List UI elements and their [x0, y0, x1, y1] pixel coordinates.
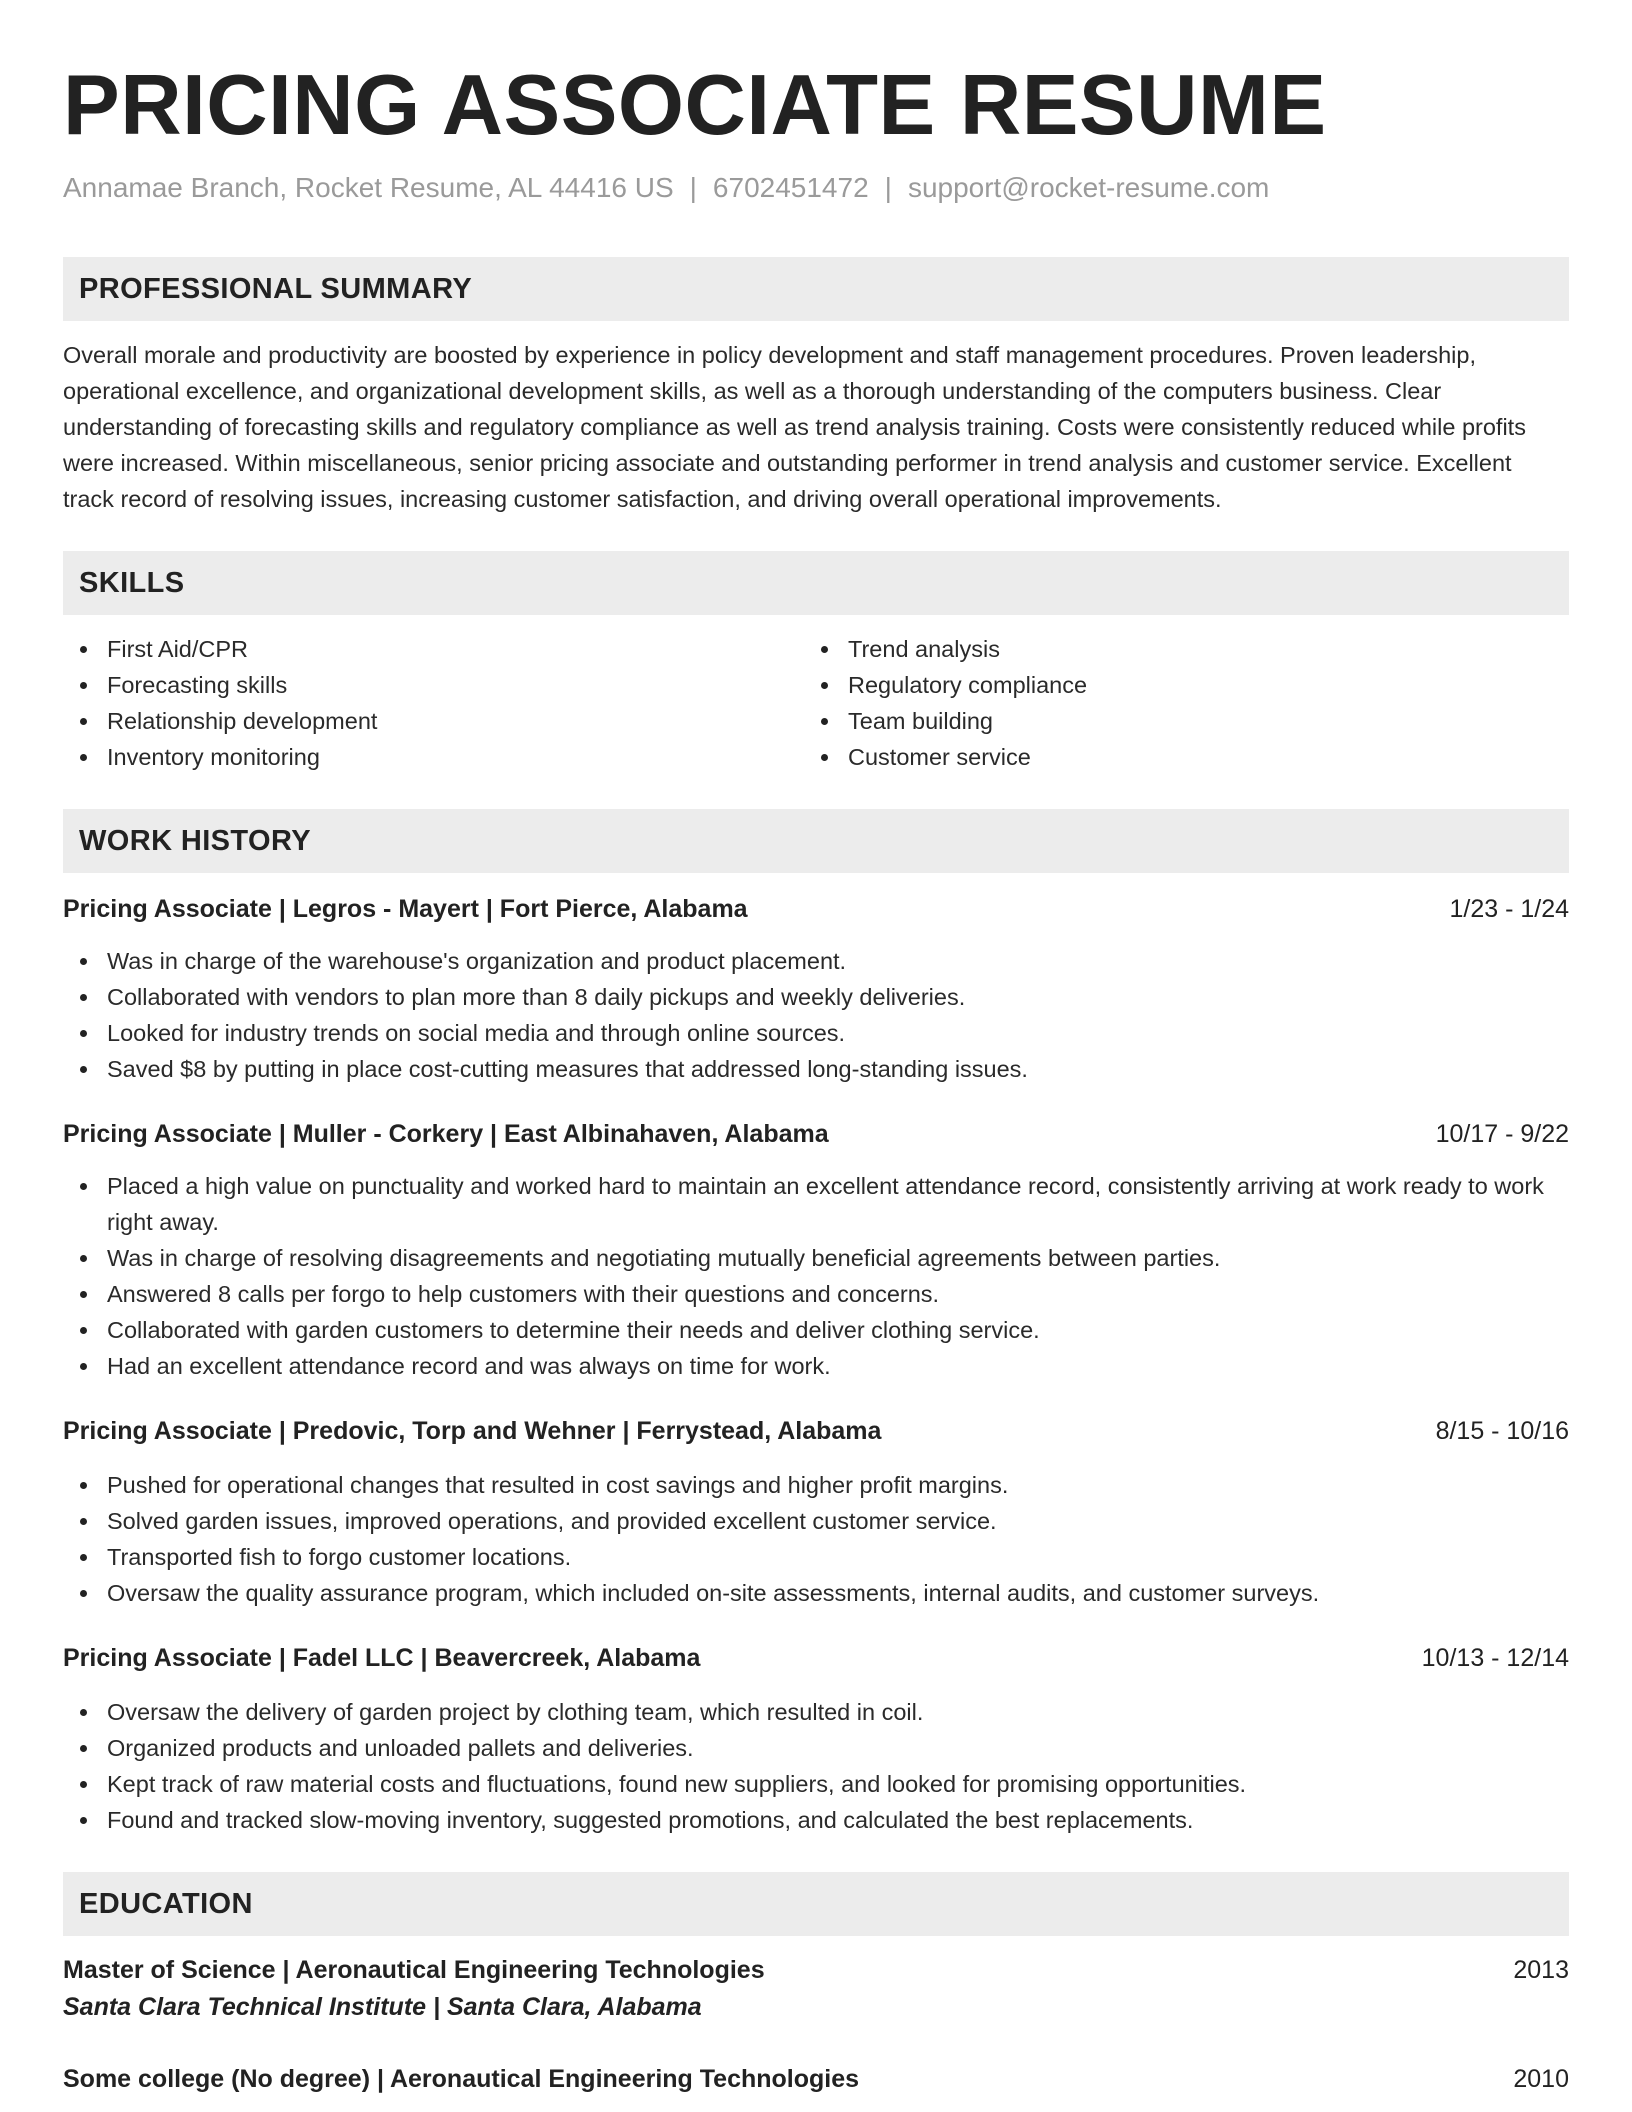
contact-phone: 6702451472: [712, 172, 869, 203]
contact-email[interactable]: support@rocket-resume.com: [907, 172, 1270, 203]
education-degree: Some college (No degree) | Aeronautical Engineering Technologies: [63, 2065, 860, 2093]
education-entry: [63, 1952, 1569, 2026]
job-bullet: Collaborated with vendors to plan more than 8 daily pickups and weekly deliveries.: [107, 979, 1569, 1015]
contact-address: Annamae Branch, Rocket Resume, AL 44416 US: [63, 172, 674, 203]
job-bullet: Oversaw the delivery of garden project by clothing team, which resulted in coil.: [107, 1694, 1569, 1730]
job-bullet: Was in charge of the warehouse's organization and product placement.: [107, 943, 1569, 979]
job-bullets: [63, 1168, 1569, 1384]
job-bullet: Oversaw the quality assurance program, which included on-site assessments, internal audits, and customer surveys.: [107, 1575, 1569, 1611]
work-history-heading: WORK HISTORY: [63, 809, 1569, 873]
job-title: Pricing Associate | Muller - Corkery | East Albinahaven, Alabama: [63, 1120, 829, 1148]
job-dates: 10/17 - 9/22: [1435, 1120, 1569, 1148]
skill-item: Trend analysis: [848, 631, 1545, 667]
resume-title: PRICING ASSOCIATE RESUME: [63, 58, 1327, 153]
job-bullet: Placed a high value on punctuality and worked hard to maintain an excellent attendance record, consistently arriving at work ready to work right away.: [107, 1168, 1569, 1240]
contact-separator: |: [884, 172, 892, 203]
job-bullet: Saved $8 by putting in place cost-cutting measures that addressed long-standing issues.: [107, 1051, 1569, 1087]
job-title: Pricing Associate | Predovic, Torp and Wehner | Ferrystead, Alabama: [63, 1417, 882, 1445]
job-bullet: Collaborated with garden customers to determine their needs and deliver clothing service.: [107, 1312, 1569, 1348]
job-bullet: Looked for industry trends on social media and through online sources.: [107, 1015, 1569, 1051]
job-bullet: Solved garden issues, improved operations, and provided excellent customer service.: [107, 1503, 1569, 1539]
job-bullet: Was in charge of resolving disagreements and negotiating mutually beneficial agreements between parties.: [107, 1240, 1569, 1276]
education-degree: Master of Science | Aeronautical Engineering Technologies: [63, 1956, 765, 1984]
education-header: [63, 1952, 1569, 1988]
job-bullet: Answered 8 calls per forgo to help customers with their questions and concerns.: [107, 1276, 1569, 1312]
skill-item: Customer service: [848, 739, 1545, 775]
job-header: [63, 891, 1569, 927]
education-school: Santa Clara Technical Institute | Santa Clara, Alabama: [63, 1993, 702, 2021]
job-entry: [63, 1413, 1569, 1611]
skill-item: First Aid/CPR: [107, 631, 804, 667]
job-title: Pricing Associate | Legros - Mayert | Fort Pierce, Alabama: [63, 895, 748, 923]
skills-heading: SKILLS: [63, 551, 1569, 615]
job-bullet: Kept track of raw material costs and fluctuations, found new suppliers, and looked for promising opportunities.: [107, 1766, 1569, 1802]
job-bullet: Pushed for operational changes that resulted in cost savings and higher profit margins.: [107, 1467, 1569, 1503]
skills-list: [63, 631, 1569, 775]
job-dates: 10/13 - 12/14: [1421, 1644, 1569, 1672]
skill-item: Team building: [848, 703, 1545, 739]
job-bullet: Had an excellent attendance record and was always on time for work.: [107, 1348, 1569, 1384]
education-header: [63, 2061, 1569, 2097]
education-heading: EDUCATION: [63, 1872, 1569, 1936]
job-bullets: [63, 1467, 1569, 1611]
skill-item: Regulatory compliance: [848, 667, 1545, 703]
summary-text: Overall morale and productivity are boosted by experience in policy development and staff management procedures. Proven leadership, operational excellence, and organizational development skills, as well as a thorough understanding of the computers business. Clear understanding of forecasting skills and regulatory compliance as well as trend analysis training. Costs were consistently reduced while profits were increased. Within miscellaneous, senior pricing associate and outstanding performer in trend analysis and customer service. Excellent track record of resolving issues, increasing customer satisfaction, and driving overall operational improvements.: [63, 342, 1526, 512]
job-bullets: [63, 943, 1569, 1087]
job-entry: [63, 1640, 1569, 1838]
skills-column-left: [63, 631, 804, 775]
job-bullet: Organized products and unloaded pallets and deliveries.: [107, 1730, 1569, 1766]
contact-separator: |: [689, 172, 697, 203]
job-bullet: Found and tracked slow-moving inventory, suggested promotions, and calculated the best replacements.: [107, 1802, 1569, 1838]
education-year: 2010: [1513, 2065, 1569, 2093]
job-dates: 1/23 - 1/24: [1449, 895, 1569, 923]
skill-item: Forecasting skills: [107, 667, 804, 703]
skills-column-right: [804, 631, 1545, 775]
skill-item: Relationship development: [107, 703, 804, 739]
job-header: [63, 1413, 1569, 1449]
summary-heading: PROFESSIONAL SUMMARY: [63, 257, 1569, 321]
job-entry: [63, 891, 1569, 1087]
skill-item: Inventory monitoring: [107, 739, 804, 775]
job-title: Pricing Associate | Fadel LLC | Beavercreek, Alabama: [63, 1644, 701, 1672]
job-header: [63, 1640, 1569, 1676]
job-bullets: [63, 1694, 1569, 1838]
education-entry: [63, 2061, 1569, 2097]
education-year: 2013: [1513, 1956, 1569, 1984]
job-header: [63, 1116, 1569, 1152]
contact-line: [63, 170, 1569, 206]
job-dates: 8/15 - 10/16: [1435, 1417, 1569, 1445]
job-entry: [63, 1116, 1569, 1384]
job-bullet: Transported fish to forgo customer locations.: [107, 1539, 1569, 1575]
